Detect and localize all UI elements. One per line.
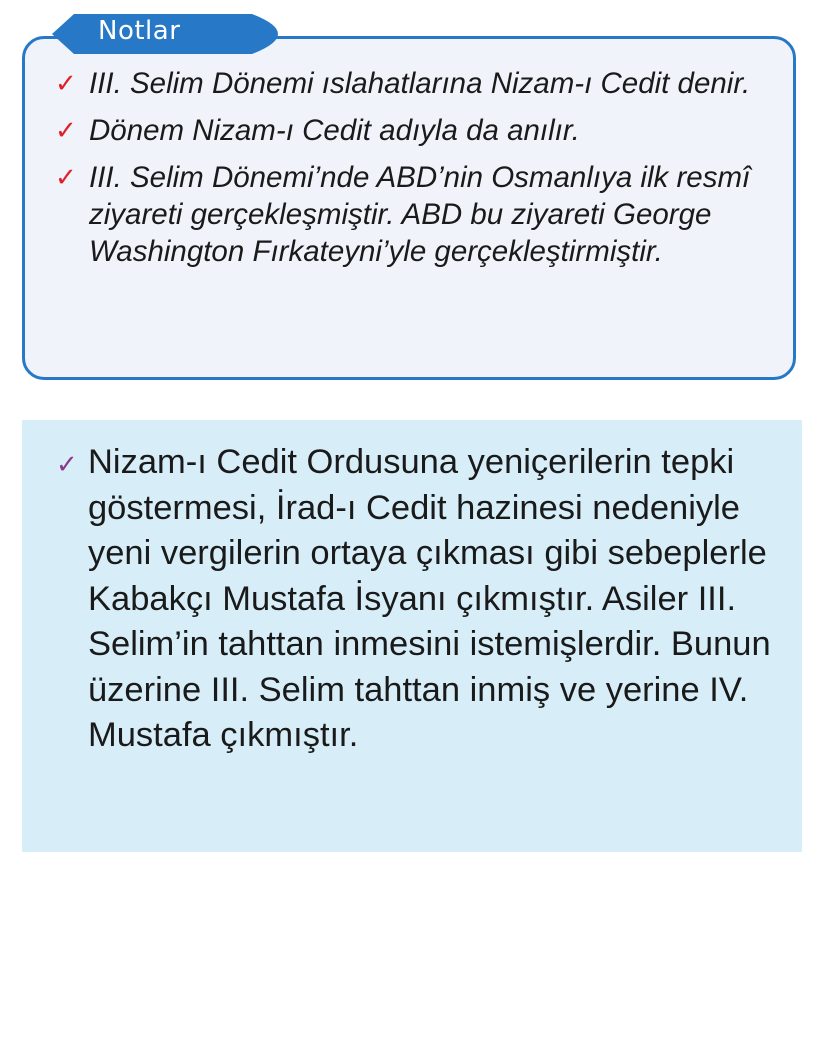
note-item xyxy=(25,65,793,102)
note-item xyxy=(25,159,793,270)
checkmark-icon: ✓ xyxy=(55,115,77,145)
note-item xyxy=(25,112,793,149)
notes-title: Notlar xyxy=(98,16,181,46)
note-text: III. Selim Dönemi’nde ABD’nin Osmanlıya ilk resmî ziyareti gerçekleşmiştir. ABD bu ziyareti George Washington Fırkateyni’yle gerçekleştirmiştir. xyxy=(89,161,751,268)
notes-list xyxy=(25,65,793,280)
checkmark-icon: ✓ xyxy=(55,68,77,98)
info-box xyxy=(22,420,802,852)
notes-box xyxy=(22,36,796,380)
note-text: Dönem Nizam-ı Cedit adıyla da anılır. xyxy=(89,114,580,147)
checkmark-icon: ✓ xyxy=(56,449,78,479)
notes-title-tab xyxy=(52,12,304,56)
info-text: Nizam-ı Cedit Ordusuna yeniçerilerin tepki göstermesi, İrad-ı Cedit hazinesi nedeniyle yeni vergilerin ortaya çıkması gibi sebeplerle Kabakçı Mustafa İsyanı çıkmıştır. Asiler III. Selim’in tahttan inmesini istemişlerdir. Bunun üzerine III. Selim tahttan inmiş ve yerine IV. Mustafa çıkmıştır. xyxy=(88,443,771,754)
checkmark-icon: ✓ xyxy=(55,162,77,192)
note-text: III. Selim Dönemi ıslahatlarına Nizam-ı Cedit denir. xyxy=(89,67,751,100)
